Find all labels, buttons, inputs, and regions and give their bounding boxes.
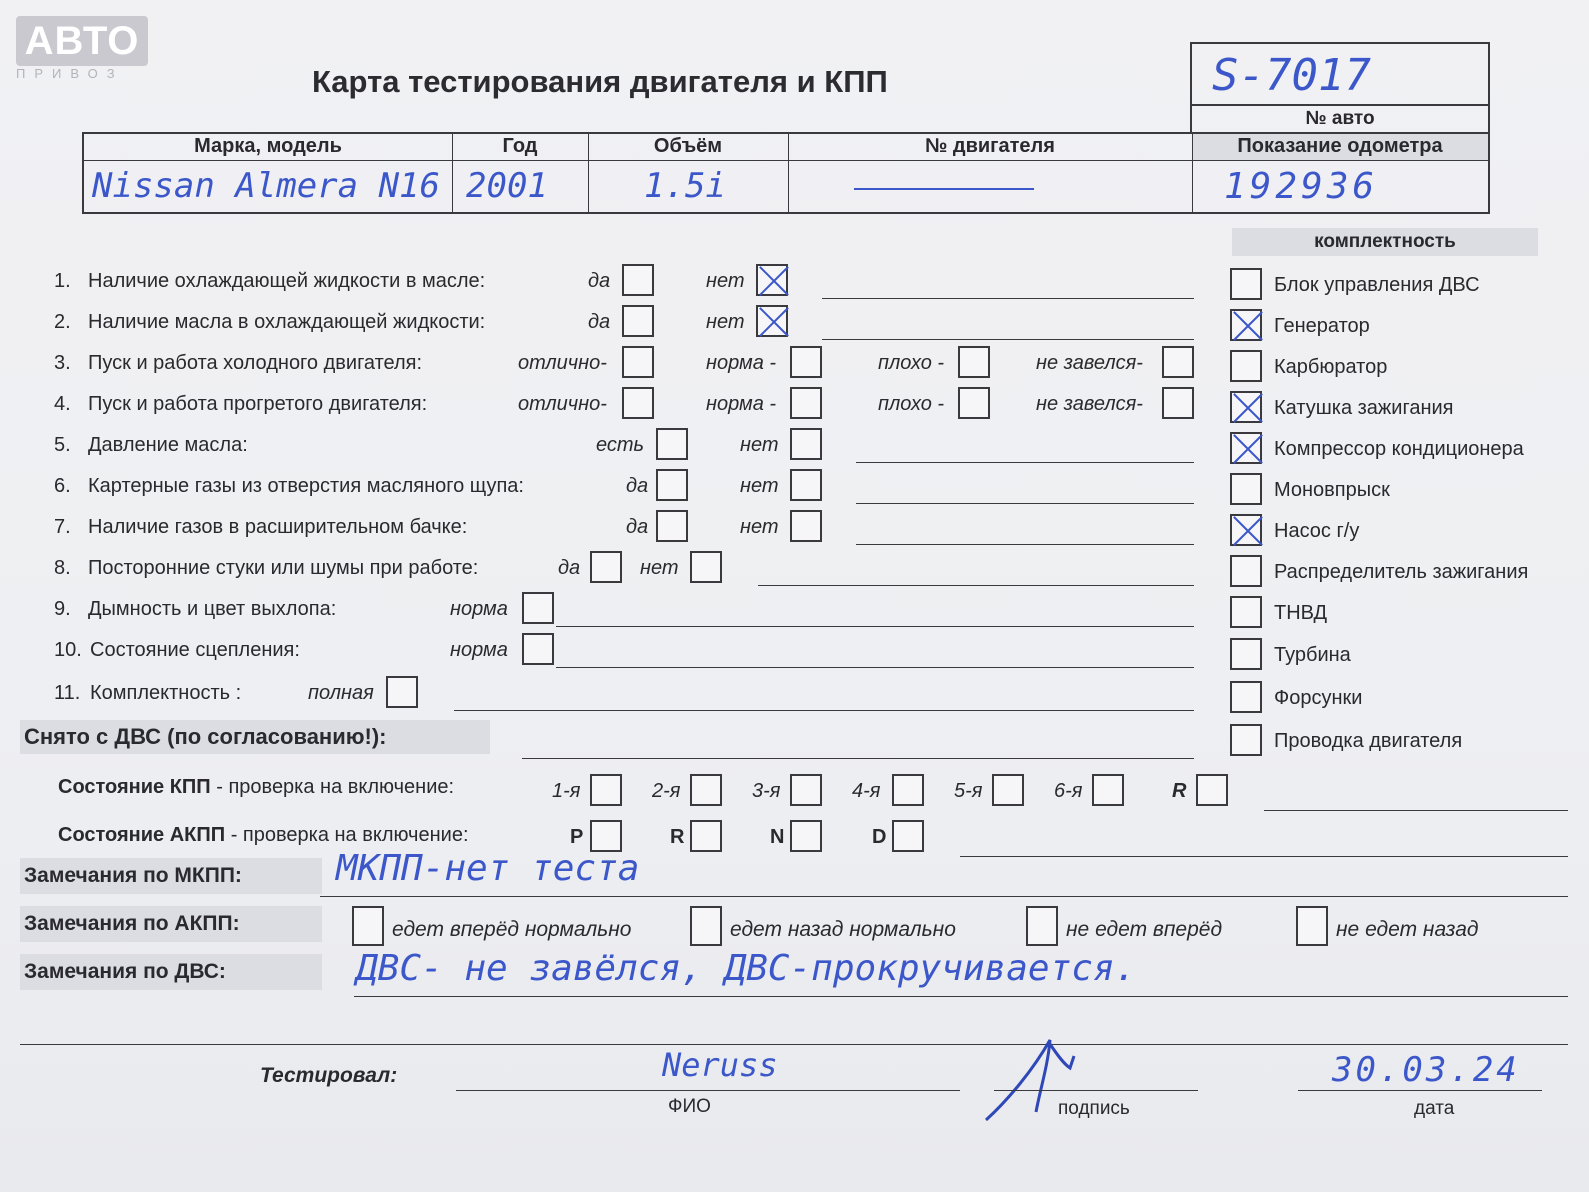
q8-notes-line: [758, 585, 1194, 586]
kpp-label-bold: Состояние КПП: [58, 776, 211, 798]
option-label: норма: [450, 598, 508, 620]
q10-normal-checkbox[interactable]: [522, 633, 554, 665]
q1-no-checkbox[interactable]: [756, 264, 788, 296]
brand-header: Марка, модель: [194, 135, 342, 157]
akpp-remarks-label: Замечания по АКПП:: [24, 912, 240, 935]
gear-r-checkbox[interactable]: [1196, 774, 1228, 806]
option-label: да: [558, 557, 581, 579]
header-row-divider: [84, 160, 1488, 161]
q3-not-started-checkbox[interactable]: [1162, 346, 1194, 378]
q11-notes-line: [454, 710, 1194, 711]
q6-yes-checkbox[interactable]: [656, 469, 688, 501]
dvs-remarks-line: [354, 996, 1568, 997]
option-label: плохо -: [878, 352, 945, 374]
q7-yes-checkbox[interactable]: [656, 510, 688, 542]
completeness-label: Блок управления ДВС: [1274, 274, 1480, 296]
dvs-remarks-value: ДВС- не завёлся, ДВС-прокручивается.: [356, 948, 1137, 989]
akpp-no-forward-checkbox[interactable]: [1026, 906, 1058, 946]
q7-no-checkbox[interactable]: [790, 510, 822, 542]
q4-bad-checkbox[interactable]: [958, 387, 990, 419]
avto-logo-subtitle: ПРИВОЗ: [16, 66, 124, 81]
completeness-label: Турбина: [1274, 644, 1351, 666]
auto-number-divider: [1192, 104, 1488, 106]
completeness-checkbox[interactable]: [1230, 432, 1262, 464]
name-caption: ФИО: [668, 1096, 711, 1117]
completeness-checkbox[interactable]: [1230, 596, 1262, 628]
option-label: отлично-: [518, 352, 607, 374]
q10-notes-line: [556, 667, 1194, 668]
q2-no-checkbox[interactable]: [756, 305, 788, 337]
completeness-label: Генератор: [1274, 315, 1370, 337]
question-number: 11.: [54, 682, 81, 704]
akpp-forward-ok-checkbox[interactable]: [352, 906, 384, 946]
q3-bad-checkbox[interactable]: [958, 346, 990, 378]
option-label: нет: [740, 434, 779, 456]
completeness-checkbox[interactable]: [1230, 638, 1262, 670]
q11-full-checkbox[interactable]: [386, 676, 418, 708]
completeness-label: Насос г/у: [1274, 520, 1360, 542]
q7-notes-line: [856, 544, 1194, 545]
question-text: Наличие газов в расширительном бачке:: [88, 516, 468, 538]
name-line: [456, 1090, 960, 1091]
gear-label: 1-я: [552, 780, 581, 802]
completeness-checkbox[interactable]: [1230, 391, 1262, 423]
akpp-d-checkbox[interactable]: [892, 820, 924, 852]
tester-name: Neruss: [662, 1046, 778, 1084]
q8-no-checkbox[interactable]: [690, 551, 722, 583]
q8-yes-checkbox[interactable]: [590, 551, 622, 583]
auto-number-label: № авто: [1305, 108, 1375, 129]
q4-excellent-checkbox[interactable]: [622, 387, 654, 419]
q4-normal-checkbox[interactable]: [790, 387, 822, 419]
option-label: норма -: [706, 352, 777, 374]
odometer-header: Показание одометра: [1237, 135, 1443, 157]
gear-label: 6-я: [1054, 780, 1083, 802]
gear-label: R: [1172, 780, 1187, 802]
completeness-label: ТНВД: [1274, 602, 1328, 624]
completeness-checkbox[interactable]: [1230, 473, 1262, 505]
q5-yes-checkbox[interactable]: [656, 428, 688, 460]
gear-label: 2-я: [652, 780, 681, 802]
akpp-label: [58, 824, 469, 847]
year-header: Год: [502, 135, 538, 157]
completeness-checkbox[interactable]: [1230, 681, 1262, 713]
q9-normal-checkbox[interactable]: [522, 592, 554, 624]
extra-remarks-line: [20, 1044, 1568, 1045]
option-label: есть: [596, 434, 645, 456]
question-text: Комплектность :: [90, 682, 242, 704]
gear-6-checkbox[interactable]: [1092, 774, 1124, 806]
option-label: да: [626, 516, 649, 538]
question-number: 8.: [54, 557, 71, 579]
completeness-label: Моновпрыск: [1274, 479, 1390, 501]
tested-label: Тестировал:: [260, 1064, 398, 1087]
gear-label: 4-я: [852, 780, 881, 802]
gear-5-checkbox[interactable]: [992, 774, 1024, 806]
q3-normal-checkbox[interactable]: [790, 346, 822, 378]
option-label: да: [588, 311, 611, 333]
gear-label: 5-я: [954, 780, 983, 802]
akpp-notes-line: [960, 856, 1568, 857]
q1-yes-checkbox[interactable]: [622, 264, 654, 296]
question-text: Наличие охлаждающей жидкости в масле:: [88, 270, 486, 292]
question-text: Посторонние стуки или шумы при работе:: [88, 557, 479, 579]
brand-value: Nissan Almera N16: [92, 166, 440, 206]
option-label: нет: [740, 516, 779, 538]
completeness-checkbox[interactable]: [1230, 350, 1262, 382]
q4-not-started-checkbox[interactable]: [1162, 387, 1194, 419]
question-text: Пуск и работа прогретого двигателя:: [88, 393, 428, 415]
gear-4-checkbox[interactable]: [892, 774, 924, 806]
option-label: норма -: [706, 393, 777, 415]
year-value: 2001: [466, 166, 548, 206]
completeness-label: Компрессор кондиционера: [1274, 438, 1524, 460]
akpp-no-backward-checkbox[interactable]: [1296, 906, 1328, 946]
question-text: Пуск и работа холодного двигателя:: [88, 352, 423, 374]
gear-3-checkbox[interactable]: [790, 774, 822, 806]
completeness-checkbox[interactable]: [1230, 514, 1262, 546]
q6-no-checkbox[interactable]: [790, 469, 822, 501]
date-line: [1298, 1090, 1542, 1091]
q2-yes-checkbox[interactable]: [622, 305, 654, 337]
completeness-label: Карбюратор: [1274, 356, 1388, 378]
option-label: не завелся-: [1036, 352, 1143, 374]
akpp-option-label: едет вперёд нормально: [392, 918, 632, 941]
question-number: 3.: [54, 352, 71, 374]
mkpp-remarks-label: Замечания по МКПП:: [24, 864, 242, 887]
completeness-checkbox[interactable]: [1230, 309, 1262, 341]
avto-logo: АВТО: [16, 16, 148, 66]
completeness-checkbox[interactable]: [1230, 555, 1262, 587]
engine-number-header: № двигателя: [925, 135, 1055, 157]
gear-label: 3-я: [752, 780, 781, 802]
question-text: Наличие масла в охлаждающей жидкости:: [88, 311, 486, 333]
removed-label: [24, 724, 387, 750]
akpp-r-checkbox[interactable]: [690, 820, 722, 852]
test-date: 30.03.24: [1332, 1050, 1520, 1090]
akpp-n-checkbox[interactable]: [790, 820, 822, 852]
completeness-label: Проводка двигателя: [1274, 730, 1463, 752]
auto-number-value: S-7017: [1212, 50, 1371, 101]
question-number: 5.: [54, 434, 71, 456]
akpp-mode-label: R: [670, 826, 685, 848]
q1-notes-line: [822, 298, 1194, 299]
mkpp-remarks-value: МКПП-нет теста: [336, 848, 640, 889]
question-text: Состояние сцепления:: [90, 639, 300, 661]
completeness-title: комплектность: [1314, 231, 1456, 252]
option-label: нет: [706, 311, 745, 333]
option-label: нет: [740, 475, 779, 497]
option-label: плохо -: [878, 393, 945, 415]
akpp-option-label: едет назад нормально: [730, 918, 956, 941]
gear-2-checkbox[interactable]: [690, 774, 722, 806]
akpp-label-bold: Состояние АКПП: [58, 824, 226, 846]
page-title: Карта тестирования двигателя и КПП: [312, 64, 888, 99]
option-label: нет: [706, 270, 745, 292]
removed-label-text: Снято с ДВС (по согласованию!):: [24, 724, 387, 749]
removed-notes-line: [522, 758, 1194, 759]
question-text: Картерные газы из отверстия масляного щупа:: [88, 475, 524, 497]
signature-line: [994, 1090, 1198, 1091]
akpp-mode-label: P: [570, 826, 584, 848]
completeness-label: Форсунки: [1274, 687, 1363, 709]
question-text: Давление масла:: [88, 434, 248, 456]
kpp-label-rest: - проверка на включение:: [210, 776, 455, 798]
question-number: 1.: [54, 270, 71, 292]
option-label: отлично-: [518, 393, 607, 415]
engine-number-dash: [854, 188, 1034, 190]
option-label: полная: [308, 682, 374, 704]
q5-notes-line: [856, 462, 1194, 463]
completeness-checkbox[interactable]: [1230, 268, 1262, 300]
dvs-remarks-label: Замечания по ДВС:: [24, 960, 226, 983]
volume-value: 1.5i: [644, 166, 726, 206]
q9-notes-line: [556, 626, 1194, 627]
question-number: 9.: [54, 598, 71, 620]
akpp-backward-ok-checkbox[interactable]: [690, 906, 722, 946]
question-number: 7.: [54, 516, 71, 538]
kpp-notes-line: [1264, 810, 1568, 811]
volume-header: Объём: [653, 135, 723, 157]
option-label: нет: [640, 557, 679, 579]
akpp-option-label: не едет вперёд: [1066, 918, 1223, 941]
odometer-value: 192936: [1224, 166, 1379, 207]
akpp-mode-label: D: [872, 826, 887, 848]
option-label: да: [588, 270, 611, 292]
q5-no-checkbox[interactable]: [790, 428, 822, 460]
question-number: 2.: [54, 311, 71, 333]
kpp-label: [58, 776, 454, 799]
date-caption: дата: [1414, 1098, 1455, 1119]
question-text: Дымность и цвет выхлопа:: [88, 598, 337, 620]
akpp-mode-label: N: [770, 826, 785, 848]
option-label: норма: [450, 639, 508, 661]
question-number: 6.: [54, 475, 71, 497]
question-number: 10.: [54, 639, 82, 661]
gear-1-checkbox[interactable]: [590, 774, 622, 806]
q2-notes-line: [822, 339, 1194, 340]
q3-excellent-checkbox[interactable]: [622, 346, 654, 378]
completeness-label: Распределитель зажигания: [1274, 561, 1529, 583]
mkpp-remarks-line: [320, 896, 1568, 897]
q6-notes-line: [856, 503, 1194, 504]
completeness-checkbox[interactable]: [1230, 724, 1262, 756]
header-table: [82, 132, 1490, 214]
question-number: 4.: [54, 393, 71, 415]
option-label: да: [626, 475, 649, 497]
completeness-label: Катушка зажигания: [1274, 397, 1454, 419]
akpp-label-rest: - проверка на включение:: [225, 824, 469, 846]
option-label: не завелся-: [1036, 393, 1143, 415]
akpp-option-label: не едет назад: [1336, 918, 1479, 941]
signature-caption: подпись: [1058, 1098, 1130, 1119]
auto-number-box: [1190, 42, 1490, 134]
